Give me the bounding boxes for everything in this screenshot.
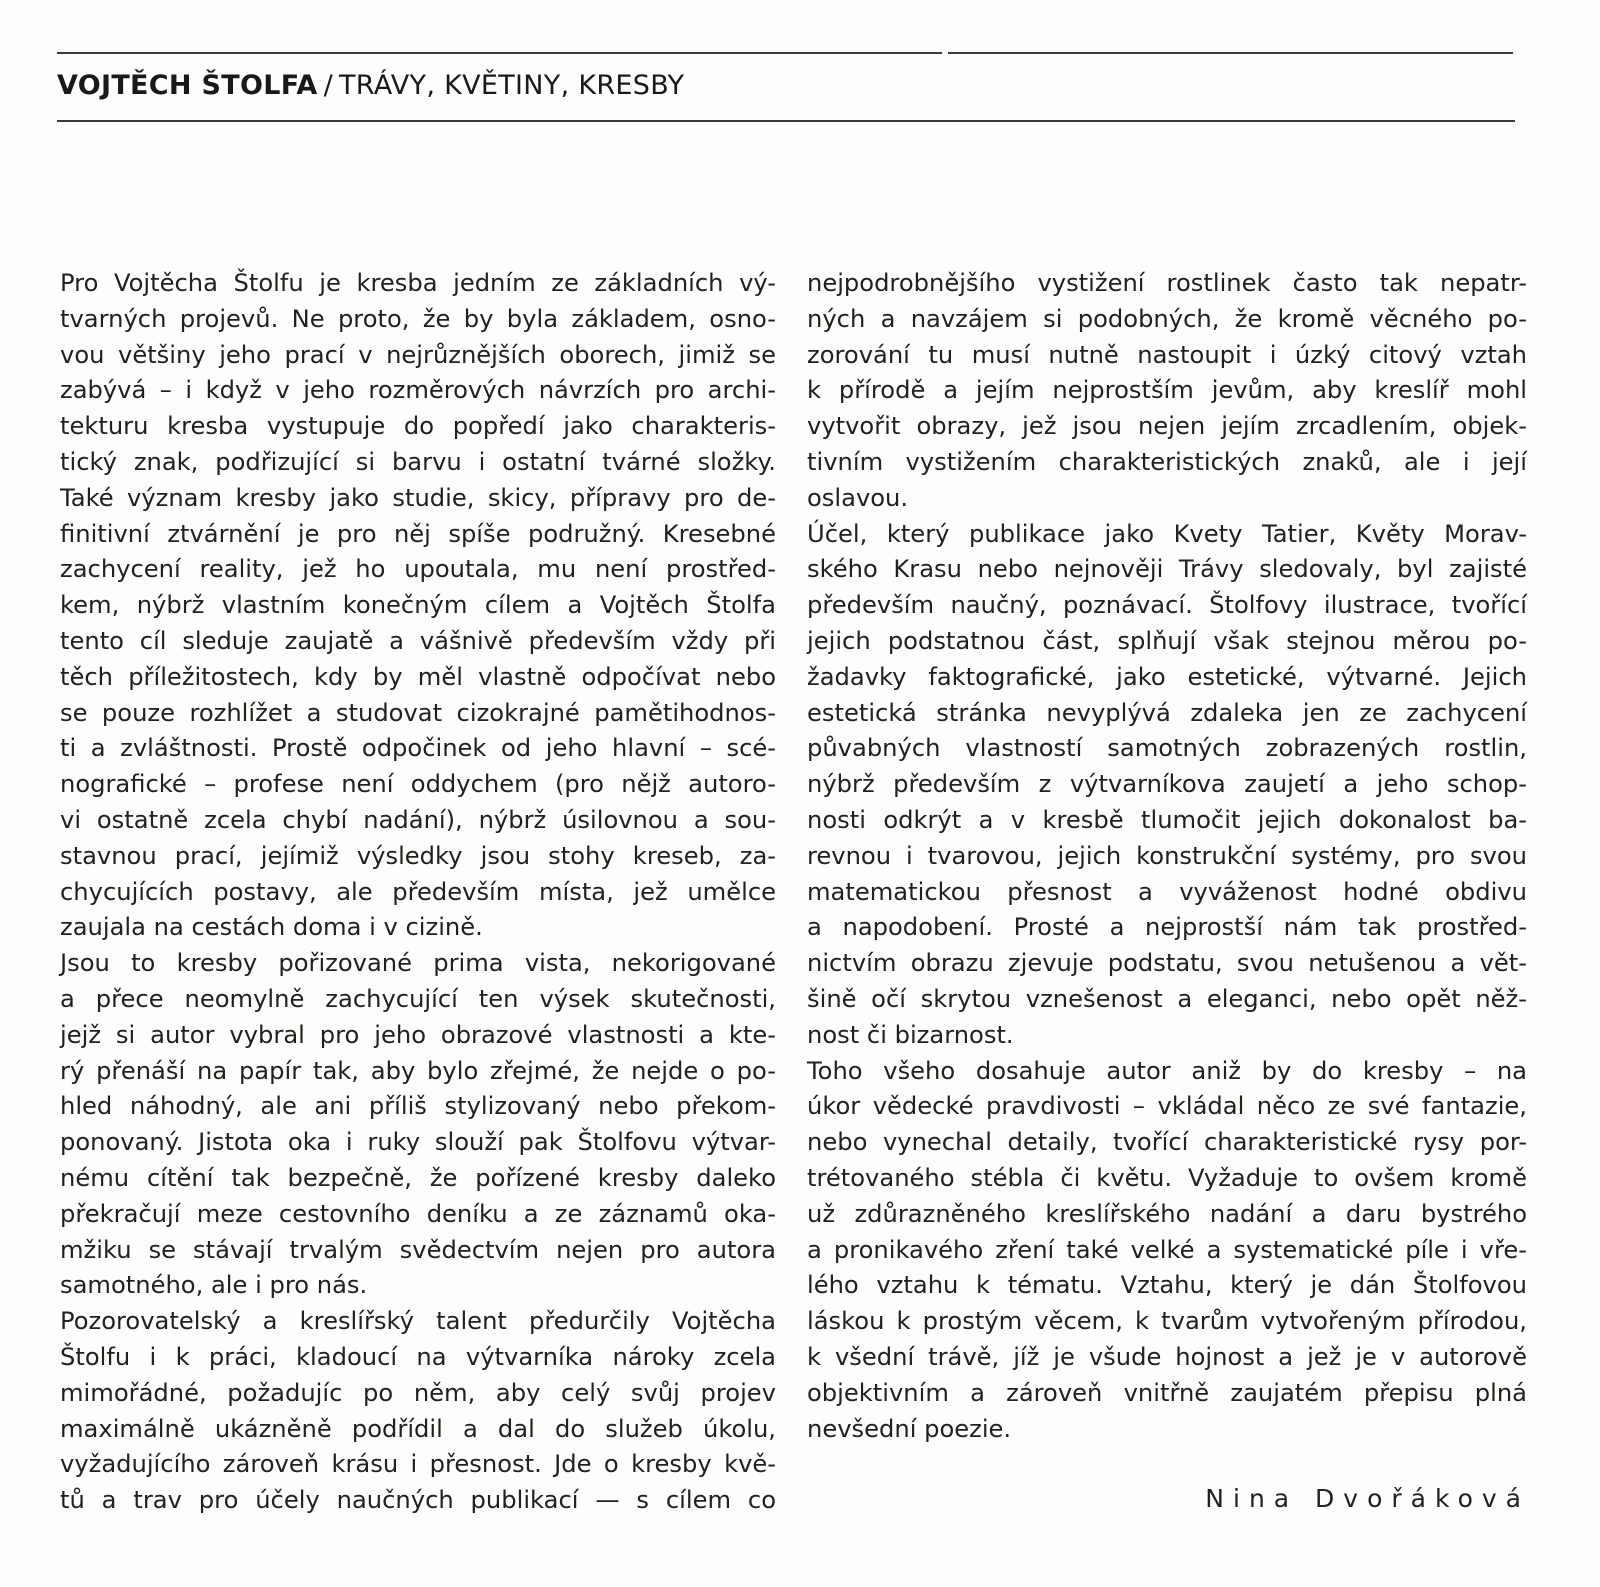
- text-line: tvarných projevů. Ne proto, že by byla základem, osno-: [60, 304, 776, 333]
- text-line: úkor vědecké pravdivosti – vkládal něco ze své fantazie,: [807, 1092, 1527, 1121]
- text-line: objektivním a zároveň vnitřně zaujatém přepisu plná: [807, 1378, 1527, 1407]
- text-line: a pronikavého zření také velké a systematické píle i vře-: [807, 1235, 1527, 1264]
- text-line: zaujala na cestách doma i v cizině.: [60, 913, 483, 942]
- text-line: kem, nýbrž vlastním konečným cílem a Vojtěch Štolfa: [60, 591, 776, 620]
- text-line: ponovaný. Jistota oka i ruky slouží pak Štolfovu výtvar-: [60, 1128, 776, 1157]
- text-line: samotného, ale i pro nás.: [60, 1271, 368, 1300]
- title-subtitle: TRÁVY, KVĚTINY, KRESBY: [338, 70, 685, 101]
- text-line: finitivní ztvárnění je pro něj spíše podružný. Kresebné: [60, 519, 776, 548]
- text-line: tekturu kresba vystupuje do popředí jako charakteris-: [60, 412, 776, 441]
- text-line: už zdůrazněného kreslířského nadání a daru bystrého: [807, 1199, 1527, 1228]
- title-separator: /: [323, 70, 333, 101]
- text-line: revnou i tvarovou, jejich konstrukční systémy, pro svou: [807, 841, 1527, 870]
- text-line: zachycení reality, jež ho upoutala, mu není prostřed-: [60, 555, 776, 584]
- text-line: a napodobení. Prosté a nejprostší nám tak prostřed-: [807, 913, 1527, 942]
- text-line: jejich podstatnou část, splňují však stejnou měrou po-: [807, 626, 1527, 655]
- text-line: hled náhodný, ale ani příliš stylizovaný nebo překom-: [60, 1092, 776, 1121]
- text-line: chycujících postavy, ale především místa, jež umělce: [60, 877, 776, 906]
- text-line: Také význam kresby jako studie, skicy, přípravy pro de-: [60, 483, 776, 512]
- text-line: nosti odkrýt a v kresbě tlumočit jejich dokonalost ba-: [807, 805, 1527, 834]
- text-line: tento cíl sleduje zaujatě a vášnivě především vždy při: [60, 626, 776, 655]
- text-line: Pozorovatelský a kreslířský talent předurčily Vojtěcha: [60, 1307, 776, 1336]
- text-line: vou většiny jeho prací v nejrůznějších oborech, jimiž se: [60, 340, 776, 369]
- text-line: se pouze rozhlížet a studovat cizokrajné pamětihodnos-: [60, 698, 776, 727]
- text-line: nému cítění tak bezpečně, že pořízené kresby daleko: [60, 1163, 776, 1192]
- text-line: rý přenáší na papír tak, aby bylo zřejmé, že nejde o po-: [60, 1056, 776, 1085]
- text-line: lého vztahu k tématu. Vztahu, který je dán Štolfovou: [807, 1271, 1527, 1300]
- text-line: ti a zvláštnosti. Prostě odpočinek od jeho hlavní – scé-: [60, 734, 776, 763]
- author-signature: Nina Dvořáková: [1205, 1484, 1530, 1513]
- article-column-right: [807, 266, 1527, 1447]
- header-rule-top: [57, 52, 942, 54]
- text-line: Toho všeho dosahuje autor aniž by do kresby – na: [807, 1056, 1527, 1085]
- text-line: a přece neomylně zachycující ten výsek skutečnosti,: [60, 984, 776, 1013]
- text-line: nejpodrobnějšího vystižení rostlinek často tak nepatr-: [807, 269, 1527, 297]
- text-line: žadavky faktografické, jako estetické, výtvarné. Jejich: [807, 662, 1527, 691]
- text-line: šině očí skrytou vznešenost a eleganci, nebo opět něž-: [807, 984, 1527, 1013]
- text-line: mimořádné, požadujíc po něm, aby celý svůj projev: [60, 1378, 776, 1407]
- text-line: Účel, který publikace jako Kvety Tatier, Květy Morav-: [807, 519, 1527, 548]
- text-line: mžiku se stávají trvalým svědectvím nejen pro autora: [60, 1235, 776, 1264]
- text-line: vyžadujícího zároveň krásu i přesnost. Jde o kresby kvě-: [60, 1450, 776, 1479]
- text-line: Pro Vojtěcha Štolfu je kresba jedním ze základních vý-: [60, 269, 776, 297]
- title-author: VOJTĚCH ŠTOLFA: [57, 70, 318, 101]
- text-line: oslavou.: [807, 483, 909, 512]
- text-line: nýbrž především z výtvarníkova zaujetí a jeho schop-: [807, 770, 1527, 799]
- text-line: nictvím obrazu zjevuje podstatu, svou netušenou a vět-: [807, 949, 1527, 978]
- text-line: láskou k prostým věcem, k tvarům vytvořeným přírodou,: [807, 1307, 1527, 1336]
- text-line: nevšední poezie.: [807, 1414, 1012, 1443]
- text-line: maximálně ukázněně podřídil a dal do služeb úkolu,: [60, 1414, 776, 1443]
- text-line: zorování tu musí nutně nastoupit i úzký citový vztah: [807, 340, 1527, 369]
- text-line: nebo vynechal detaily, tvořící charakteristické rysy por-: [807, 1128, 1527, 1157]
- text-line: matematickou přesnost a vyváženost hodné obdivu: [807, 877, 1527, 906]
- text-line: nost či bizarnost.: [807, 1020, 1014, 1049]
- text-line: Jsou to kresby pořizované prima vista, nekorigované: [60, 949, 776, 978]
- article-column-left: [60, 266, 776, 1519]
- text-line: k přírodě a jejím nejprostším jevům, aby kreslíř mohl: [807, 376, 1527, 405]
- text-line: estetická stránka nevyplývá zdaleka jen ze zachycení: [807, 698, 1527, 727]
- text-line: Štolfu i k práci, kladoucí na výtvarníka nároky zcela: [60, 1342, 776, 1371]
- text-line: k všední trávě, jíž je všude hojnost a jež je v autorově: [807, 1342, 1527, 1371]
- text-line: stavnou prací, jejímiž výsledky jsou stohy kreseb, za-: [60, 841, 776, 870]
- text-line: zabývá – i když v jeho rozměrových návrzích pro archi-: [60, 376, 776, 405]
- text-line: tický znak, podřizující si barvu i ostatní tvárné složky.: [60, 447, 776, 476]
- text-line: ského Krasu nebo nejnověji Trávy sledovaly, byl zajisté: [807, 555, 1527, 584]
- text-line: tů a trav pro účely naučných publikací — s cílem co: [60, 1486, 776, 1515]
- text-line: těch příležitostech, kdy by měl vlastně odpočívat nebo: [60, 662, 776, 691]
- text-line: překračují meze cestovního deníku a ze záznamů oka-: [60, 1199, 776, 1228]
- text-line: nografické – profese není oddychem (pro nějž autoro-: [60, 770, 776, 799]
- text-line: především naučný, poznávací. Štolfovy ilustrace, tvořící: [807, 591, 1527, 620]
- text-line: trétovaného stébla či květu. Vyžaduje to ovšem kromě: [807, 1163, 1527, 1192]
- text-line: vi ostatně zcela chybí nadání), nýbrž úsilovnou a sou-: [60, 805, 776, 834]
- text-line: ných a navzájem si podobných, že kromě věcného po-: [807, 304, 1527, 333]
- text-line: půvabných vlastností samotných zobrazených rostlin,: [807, 734, 1527, 763]
- page-title: [57, 70, 684, 101]
- text-line: jejž si autor vybral pro jeho obrazové vlastnosti a kte-: [60, 1020, 776, 1049]
- header-rule-bottom: [57, 120, 1515, 122]
- header-rule-top-right: [948, 52, 1513, 54]
- text-line: vytvořit obrazy, jež jsou nejen jejím zrcadlením, objek-: [807, 412, 1527, 441]
- text-line: tivním vystižením charakteristických znaků, ale i její: [807, 447, 1527, 476]
